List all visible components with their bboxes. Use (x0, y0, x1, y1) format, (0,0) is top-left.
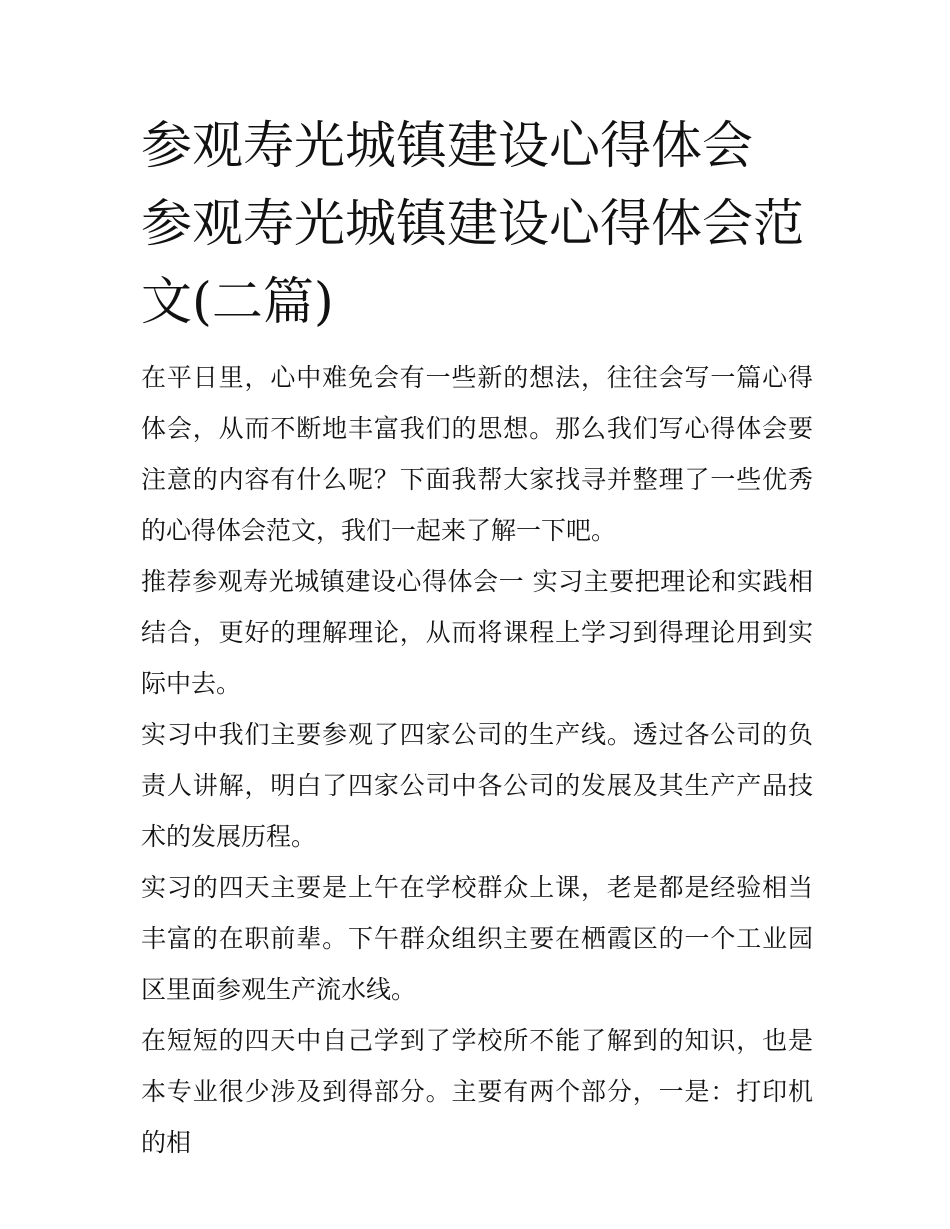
document-title: 参观寿光城镇建设心得体会 参观寿光城镇建设心得体会范文(二篇) (141, 117, 805, 332)
document-body (141, 352, 813, 1168)
paragraph-recommendation: 推荐参观寿光城镇建设心得体会一 实习主要把理论和实践相结合，更好的理解理论，从而将课程上学习到得理论用到实际中去。 (141, 567, 813, 698)
paragraph-learning: 在短短的四天中自己学到了学校所不能了解到的知识，也是本专业很少涉及到得部分。主要有两个部分，一是：打印机的相 (141, 1026, 813, 1157)
paragraph-intro: 在平日里，心中难免会有一些新的想法，往往会写一篇心得体会，从而不断地丰富我们的思想。那么我们写心得体会要注意的内容有什么呢？下面我帮大家找寻并整理了一些优秀的心得体会范文，我们一起来了解一下吧。 (141, 363, 813, 545)
paragraph-schedule: 实习的四天主要是上午在学校群众上课，老是都是经验相当丰富的在职前辈。下午群众组织主要在栖霞区的一个工业园区里面参观生产流水线。 (141, 873, 813, 1004)
paragraph-company-visits: 实习中我们主要参观了四家公司的生产线。透过各公司的负责人讲解，明白了四家公司中各公司的发展及其生产产品技术的发展历程。 (141, 720, 813, 851)
document-page (141, 108, 813, 1168)
